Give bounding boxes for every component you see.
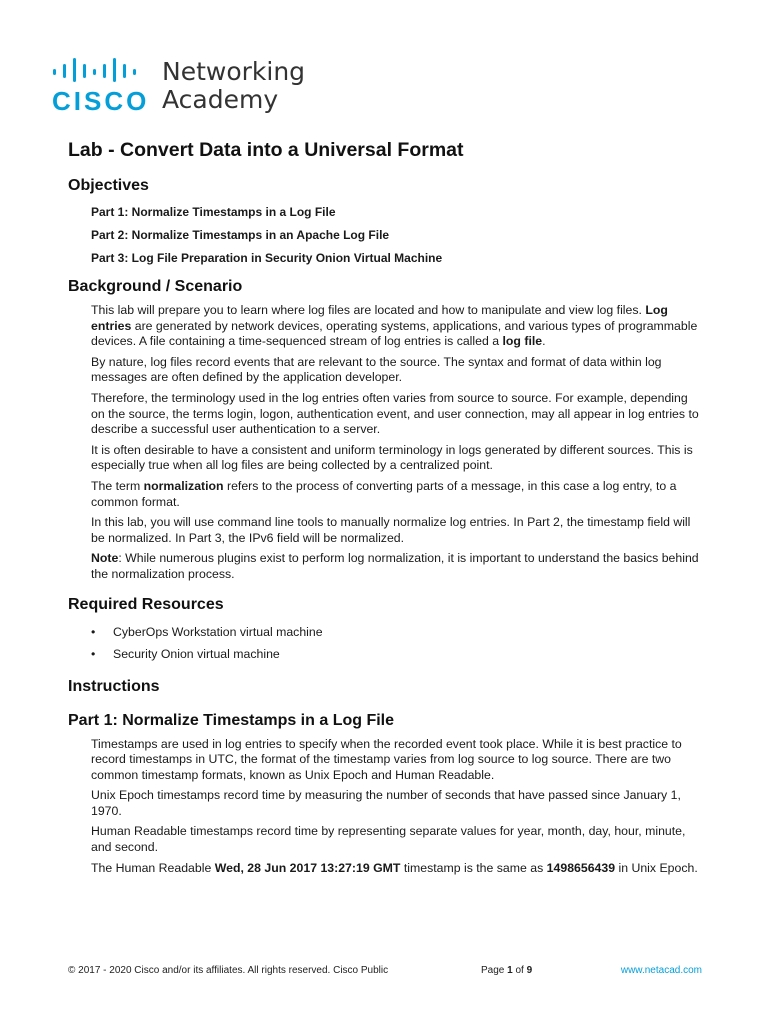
objectives-heading: Objectives [68,177,149,194]
background-paragraph: In this lab, you will use command line tools to manually normalize log entries. In Part 2, the timestamp field will be normalized. In Part 3, the IPv6 field will be normalized. [91,515,691,545]
cisco-bars-icon [52,58,148,84]
instructions-heading: Instructions [68,677,160,695]
logo-academy-text: Academy [162,85,279,114]
background-paragraph: The term normalization refers to the process of converting parts of a message, in this case a log entry, to a common format. [91,478,677,509]
background-paragraph: By nature, log files record events that are relevant to the source. The syntax and format of data within log messages are often defined by the application developer. [91,354,662,385]
objective-item: Part 2: Normalize Timestamps in an Apache Log File [91,228,390,242]
copyright-text: © 2017 - 2020 Cisco and/or its affiliates. All rights reserved. Cisco Public [68,965,389,976]
cisco-wordmark: CISCO [52,86,150,116]
part1-paragraph: Human Readable timestamps record time by representing separate values for year, month, day, hour, minute, and second. [91,824,686,855]
part1-paragraph: Unix Epoch timestamps record time by measuring the number of seconds that have passed since January 1, 1970. [91,788,681,818]
background-section [91,303,703,583]
objectives-list [91,204,703,266]
resources-list [91,624,703,662]
resource-item: • CyberOps Workstation virtual machine [91,624,323,639]
page-title: Lab - Convert Data into a Universal Format [68,139,464,161]
part1-paragraph: Timestamps are used in log entries to specify when the recorded event took place. While it is best practice to record timestamps in UTC, the format of the timestamp varies from log source to log source. There are two common timestamp formats, known as Unix Epoch and Human Readable. [91,736,682,782]
cisco-networking-academy-logo [52,58,312,118]
objective-item: Part 1: Normalize Timestamps in a Log File [91,205,336,219]
background-paragraph: It is often desirable to have a consistent and uniform terminology in logs generated by different sources. This is especially true when all log files are being collected by a centralized point. [91,442,693,473]
resource-item: • Security Onion virtual machine [91,646,280,661]
part1-heading: Part 1: Normalize Timestamps in a Log File [68,711,395,729]
resources-heading: Required Resources [68,595,224,613]
part1-paragraph: The Human Readable Wed, 28 Jun 2017 13:27:19 GMT timestamp is the same as 1498656439 in Unix Epoch. [91,860,698,875]
background-paragraph: This lab will prepare you to learn where log files are located and how to manipulate and view log files. Log entries are generated by network devices, operating systems, applications, and various types of programmable devices. A file containing a time-sequenced stream of log entries is called a log file. [91,303,698,349]
background-heading: Background / Scenario [68,278,243,295]
objective-item: Part 3: Log File Preparation in Security Onion Virtual Machine [91,251,443,265]
document-content [68,135,708,881]
logo-networking-text: Networking [162,57,306,86]
page-number: Page 1 of 9 [481,965,533,976]
part1-section [91,737,703,877]
netacad-link[interactable]: www.netacad.com [620,965,702,976]
background-paragraph: Therefore, the terminology used in the log entries often varies from source to source. For example, depending on the source, the terms login, logon, authentication event, and user connection, may all appear in log entries to describe a successful user authentication to a server. [91,390,699,437]
note-paragraph: Note: While numerous plugins exist to perform log normalization, it is important to understand the basics behind the normalization process. [91,551,699,581]
